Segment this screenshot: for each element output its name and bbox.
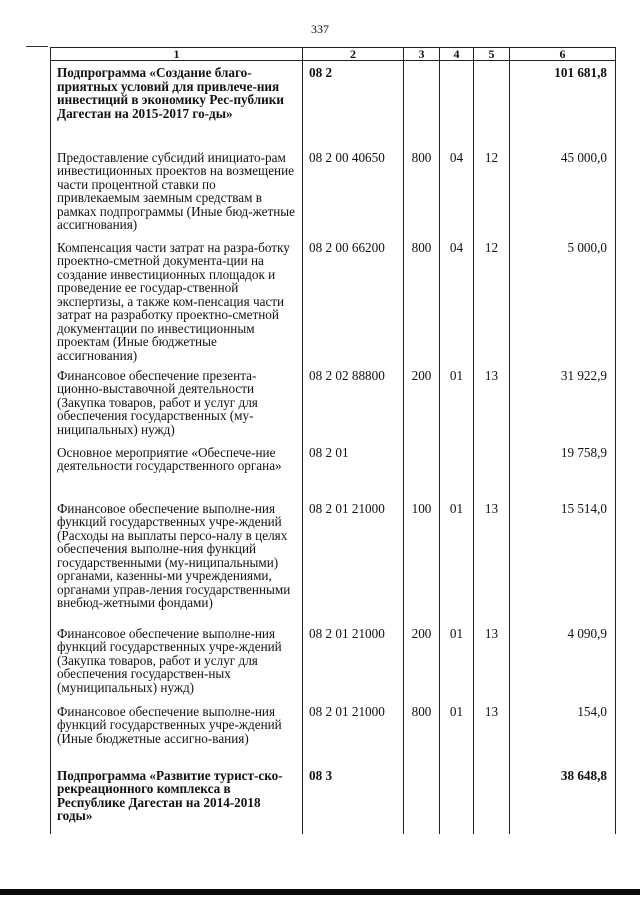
row-rz: 04 <box>440 146 474 236</box>
row-vr: 100 <box>404 497 440 622</box>
table-row <box>51 441 616 497</box>
row-pr: 13 <box>474 497 510 622</box>
row-pr: 13 <box>474 622 510 700</box>
table-row <box>51 146 616 236</box>
row-pr <box>474 61 510 146</box>
row-amount: 45 000,0 <box>510 146 616 236</box>
table-row <box>51 764 616 834</box>
row-amount: 154,0 <box>510 700 616 764</box>
header-col-3: 3 <box>404 48 440 61</box>
header-rule-mark <box>26 46 48 47</box>
row-code: 08 2 00 66200 <box>303 236 404 364</box>
row-amount: 101 681,8 <box>510 61 616 146</box>
row-name: Основное мероприятие «Обеспече-ние деятельности государственного органа» <box>51 441 303 497</box>
row-pr: 13 <box>474 364 510 441</box>
row-vr: 200 <box>404 364 440 441</box>
row-amount: 31 922,9 <box>510 364 616 441</box>
row-pr: 12 <box>474 146 510 236</box>
page-number: 337 <box>311 22 329 36</box>
row-rz <box>440 764 474 834</box>
row-vr <box>404 61 440 146</box>
row-amount: 19 758,9 <box>510 441 616 497</box>
row-vr: 800 <box>404 146 440 236</box>
header-col-5: 5 <box>474 48 510 61</box>
table-row <box>51 364 616 441</box>
row-name: Предоставление субсидий инициато-рам инвестиционных проектов на возмещение части процентной ставки по привлекаемым заемным средствам в рамках подпрограммы (Иные бюд-жетные ассигнования) <box>51 146 303 236</box>
header-col-4: 4 <box>440 48 474 61</box>
row-pr <box>474 441 510 497</box>
row-pr: 12 <box>474 236 510 364</box>
row-pr: 13 <box>474 700 510 764</box>
row-name: Финансовое обеспечение презента-ционно-выставочной деятельности (Закупка товаров, работ и услуг для обеспечения государственных (му-ниципальных) нужд) <box>51 364 303 441</box>
row-vr: 800 <box>404 236 440 364</box>
row-amount: 4 090,9 <box>510 622 616 700</box>
row-name: Финансовое обеспечение выполне-ния функций государственных учре-ждений (Расходы на выплаты персо-налу в целях обеспечения выполне-ния функций государственными (му-ниципальными) органами, казенны-ми учреждениями, органами управ-ления государственными внебюд-жетными фондами) <box>51 497 303 622</box>
budget-table <box>50 47 616 834</box>
row-pr <box>474 764 510 834</box>
row-vr: 200 <box>404 622 440 700</box>
row-code: 08 2 02 88800 <box>303 364 404 441</box>
row-rz: 04 <box>440 236 474 364</box>
row-vr: 800 <box>404 700 440 764</box>
row-rz <box>440 441 474 497</box>
row-code: 08 2 <box>303 61 404 146</box>
row-code: 08 2 01 21000 <box>303 700 404 764</box>
row-name: Подпрограмма «Развитие турист-ско-рекреационного комплекса в Республике Дагестан на 2014-2018 годы» <box>51 764 303 834</box>
row-code: 08 2 00 40650 <box>303 146 404 236</box>
header-col-2: 2 <box>303 48 404 61</box>
row-rz: 01 <box>440 364 474 441</box>
row-code: 08 2 01 21000 <box>303 622 404 700</box>
row-name: Финансовое обеспечение выполне-ния функций государственных учре-ждений (Иные бюджетные ассигно-вания) <box>51 700 303 764</box>
row-vr <box>404 441 440 497</box>
row-name: Подпрограмма «Создание благо-приятных условий для привлече-ния инвестиций в экономику Рес-публики Дагестан на 2015-2017 го-ды» <box>51 61 303 146</box>
row-rz: 01 <box>440 622 474 700</box>
scan-bottom-edge <box>0 889 640 895</box>
table-row <box>51 61 616 146</box>
row-vr <box>404 764 440 834</box>
row-rz: 01 <box>440 497 474 622</box>
table-row <box>51 622 616 700</box>
row-amount: 5 000,0 <box>510 236 616 364</box>
header-row <box>51 48 616 61</box>
row-name: Компенсация части затрат на разра-ботку проектно-сметной документа-ции на создание инвестиционных площадок и проведение ее государ-ственной экспертизы, а также ком-пенсация части затрат на разработку проектно-сметной документации по инвестиционным проектам (Иные бюджетные ассигнования) <box>51 236 303 364</box>
table-row <box>51 700 616 764</box>
row-code: 08 2 01 21000 <box>303 497 404 622</box>
table-row <box>51 236 616 364</box>
header-col-1: 1 <box>51 48 303 61</box>
row-code: 08 2 01 <box>303 441 404 497</box>
header-col-6: 6 <box>510 48 616 61</box>
row-amount: 38 648,8 <box>510 764 616 834</box>
row-rz: 01 <box>440 700 474 764</box>
row-amount: 15 514,0 <box>510 497 616 622</box>
row-code: 08 3 <box>303 764 404 834</box>
row-name: Финансовое обеспечение выполне-ния функций государственных учре-ждений (Закупка товаров, работ и услуг для обеспечения государствен-ных (муниципальных) нужд) <box>51 622 303 700</box>
row-rz <box>440 61 474 146</box>
table-row <box>51 497 616 622</box>
